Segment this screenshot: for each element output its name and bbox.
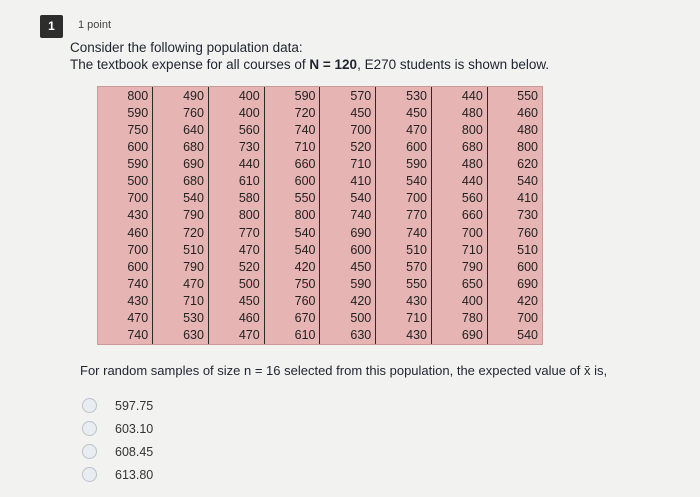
- table-cell: 460: [208, 310, 264, 327]
- line2-suffix: , E270 students is shown below.: [357, 57, 550, 72]
- table-cell: 590: [376, 156, 432, 173]
- table-cell: 710: [264, 138, 320, 155]
- table-cell: 690: [320, 224, 376, 241]
- table-cell: 680: [432, 138, 488, 155]
- table-cell: 460: [517, 105, 538, 120]
- table-cell: 590: [320, 275, 376, 292]
- table-row: [98, 207, 542, 224]
- table-row: [98, 173, 542, 190]
- table-cell: 710: [432, 241, 488, 258]
- table-cell: 530: [153, 310, 209, 327]
- table-cell: 540: [517, 328, 538, 343]
- question-line-1: Consider the following population data:: [70, 40, 303, 55]
- table-cell: 400: [432, 293, 488, 310]
- table-cell: 550: [264, 190, 320, 207]
- radio-button-icon[interactable]: [82, 444, 97, 459]
- table-cell: 610: [208, 173, 264, 190]
- option-3[interactable]: [82, 440, 153, 463]
- table-cell: 520: [208, 258, 264, 275]
- table-cell: 730: [208, 138, 264, 155]
- table-cell: 410: [517, 191, 538, 206]
- table-cell: 560: [432, 190, 488, 207]
- table-cell: 440: [432, 87, 488, 104]
- table-cell: 600: [264, 173, 320, 190]
- table-row: [98, 156, 542, 173]
- table-cell: 700: [376, 190, 432, 207]
- table-cell: 740: [376, 224, 432, 241]
- table-cell: 740: [98, 275, 153, 292]
- table-cell: 730: [517, 208, 538, 223]
- table-cell: 430: [98, 293, 153, 310]
- table-cell: 650: [432, 275, 488, 292]
- table-cell: 400: [208, 104, 264, 121]
- option-label: 597.75: [115, 398, 154, 413]
- table-cell: 510: [517, 242, 538, 257]
- table-cell: 750: [264, 275, 320, 292]
- table-cell: 540: [153, 190, 209, 207]
- table-cell: 590: [98, 104, 153, 121]
- table-cell: 570: [320, 87, 376, 104]
- table-cell: 530: [376, 87, 432, 104]
- table-cell: 470: [98, 310, 153, 327]
- table-cell: 790: [432, 258, 488, 275]
- table-cell: 800: [208, 207, 264, 224]
- table-cell: 760: [264, 293, 320, 310]
- table-cell: 420: [320, 293, 376, 310]
- table-row: [98, 258, 542, 275]
- table-cell: 550: [517, 88, 538, 103]
- table-cell: 510: [153, 241, 209, 258]
- table-row: [98, 241, 542, 258]
- table-cell: 470: [208, 327, 264, 344]
- option-label: 613.80: [115, 467, 154, 482]
- table-cell: 570: [376, 258, 432, 275]
- table-cell: 500: [208, 275, 264, 292]
- table-cell: 760: [517, 225, 538, 240]
- table-row: [98, 293, 542, 310]
- table-cell: 580: [208, 190, 264, 207]
- table-cell: 450: [208, 293, 264, 310]
- radio-button-icon[interactable]: [82, 467, 97, 482]
- table-cell: 680: [153, 138, 209, 155]
- table-cell: 630: [320, 327, 376, 344]
- table-cell: 620: [517, 157, 538, 172]
- table-cell: 440: [208, 156, 264, 173]
- question-number: 1: [40, 15, 63, 38]
- table-cell: 600: [517, 259, 538, 274]
- table-row: [98, 327, 542, 344]
- population-data-table: [98, 87, 542, 344]
- table-cell: 540: [264, 241, 320, 258]
- table-cell: 700: [432, 224, 488, 241]
- table-row: [98, 87, 542, 104]
- table-cell: 550: [376, 275, 432, 292]
- table-cell: 500: [320, 310, 376, 327]
- table-cell: 720: [264, 104, 320, 121]
- table-cell: 710: [153, 293, 209, 310]
- table-cell: 590: [264, 87, 320, 104]
- table-cell: 780: [432, 310, 488, 327]
- table-cell: 430: [376, 327, 432, 344]
- table-cell: 690: [517, 276, 538, 291]
- table-cell: 600: [320, 241, 376, 258]
- table-cell: 800: [98, 87, 153, 104]
- table-cell: 690: [432, 327, 488, 344]
- answer-options: [82, 394, 153, 486]
- table-cell: 630: [153, 327, 209, 344]
- data-table-container: [98, 87, 542, 344]
- table-cell: 470: [153, 275, 209, 292]
- table-cell: 790: [153, 207, 209, 224]
- table-row: [98, 190, 542, 207]
- table-cell: 420: [264, 258, 320, 275]
- table-cell: 400: [208, 87, 264, 104]
- option-1[interactable]: [82, 394, 153, 417]
- table-cell: 660: [264, 156, 320, 173]
- table-cell: 600: [98, 258, 153, 275]
- radio-button-icon[interactable]: [82, 421, 97, 436]
- table-cell: 700: [320, 121, 376, 138]
- table-cell: 540: [320, 190, 376, 207]
- table-cell: 490: [153, 87, 209, 104]
- option-label: 608.45: [115, 444, 154, 459]
- table-cell: 700: [98, 241, 153, 258]
- table-cell: 770: [208, 224, 264, 241]
- table-cell: 470: [376, 121, 432, 138]
- table-cell: 680: [153, 173, 209, 190]
- table-cell: 460: [98, 224, 153, 241]
- table-cell: 520: [320, 138, 376, 155]
- question-text: [70, 39, 549, 73]
- line2-prefix: The textbook expense for all courses of: [70, 57, 310, 72]
- table-cell: 640: [153, 121, 209, 138]
- table-row: [98, 138, 542, 155]
- population-size: N = 120: [309, 57, 358, 72]
- table-cell: 690: [153, 156, 209, 173]
- table-cell: 510: [376, 241, 432, 258]
- table-row: [98, 275, 542, 292]
- table-cell: 540: [264, 224, 320, 241]
- table-cell: 750: [98, 121, 153, 138]
- table-cell: 600: [376, 138, 432, 155]
- option-label: 603.10: [115, 421, 154, 436]
- table-row: [98, 121, 542, 138]
- table-cell: 450: [320, 104, 376, 121]
- option-2[interactable]: [82, 417, 153, 440]
- table-cell: 480: [517, 122, 538, 137]
- table-row: [98, 224, 542, 241]
- table-row: [98, 310, 542, 327]
- table-cell: 470: [208, 241, 264, 258]
- table-cell: 710: [320, 156, 376, 173]
- radio-button-icon[interactable]: [82, 398, 97, 413]
- table-cell: 430: [376, 293, 432, 310]
- table-cell: 770: [376, 207, 432, 224]
- table-cell: 700: [517, 311, 538, 326]
- table-cell: 430: [98, 207, 153, 224]
- sample-question: For random samples of size n = 16 selected from this population, the expected value of x̄ is,: [80, 363, 608, 378]
- table-cell: 590: [98, 156, 153, 173]
- table-cell: 740: [264, 121, 320, 138]
- table-cell: 440: [432, 173, 488, 190]
- table-cell: 450: [320, 258, 376, 275]
- table-cell: 670: [264, 310, 320, 327]
- table-cell: 710: [376, 310, 432, 327]
- table-cell: 660: [432, 207, 488, 224]
- table-cell: 540: [517, 174, 538, 189]
- table-cell: 410: [320, 173, 376, 190]
- question-line-2: [70, 56, 549, 73]
- table-cell: 700: [98, 190, 153, 207]
- table-cell: 600: [98, 138, 153, 155]
- table-cell: 610: [264, 327, 320, 344]
- table-cell: 560: [208, 121, 264, 138]
- table-cell: 500: [98, 173, 153, 190]
- option-4[interactable]: [82, 463, 153, 486]
- table-cell: 480: [432, 104, 488, 121]
- table-cell: 800: [432, 121, 488, 138]
- table-row: [98, 104, 542, 121]
- points-label: 1 point: [78, 19, 112, 31]
- table-cell: 480: [432, 156, 488, 173]
- table-cell: 420: [517, 294, 538, 309]
- table-cell: 540: [376, 173, 432, 190]
- table-cell: 740: [320, 207, 376, 224]
- table-cell: 790: [153, 258, 209, 275]
- table-cell: 450: [376, 104, 432, 121]
- table-cell: 760: [153, 104, 209, 121]
- table-cell: 800: [517, 139, 538, 154]
- table-cell: 800: [264, 207, 320, 224]
- table-cell: 720: [153, 224, 209, 241]
- table-cell: 740: [98, 327, 153, 344]
